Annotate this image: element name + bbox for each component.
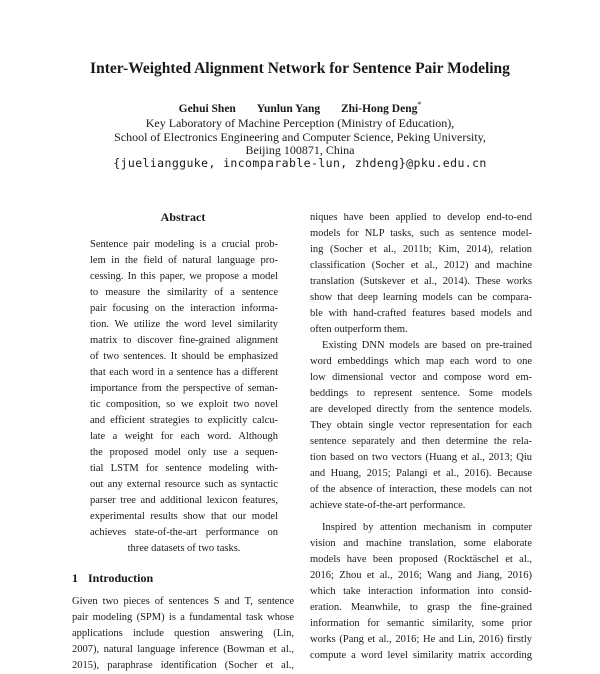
- text-line: and Huang, 2015; Palangi et al., 2016). Because: [310, 468, 532, 479]
- text-line: are developed directly from the sentence models.: [310, 404, 532, 415]
- text-line: translation (Sutskever et al., 2014). These works: [310, 276, 532, 287]
- text-line: which take interaction information into consid-: [310, 586, 532, 597]
- paragraph-1: [310, 210, 532, 338]
- abstract-line: tial LSTM for sentence modeling with-: [90, 463, 278, 474]
- text-line: eration. Meanwhile, to grasp the fine-grained: [310, 602, 532, 613]
- author-3: [340, 100, 422, 115]
- abstract-line: experimental results show that our model: [90, 511, 278, 522]
- abstract-line: tic composition, so we exploit two novel: [90, 399, 278, 410]
- text-line: models have been proposed (Rocktäschel et al.,: [310, 554, 532, 565]
- text-line: Existing DNN models are based on pre-trained: [322, 340, 532, 351]
- text-line: low dimensional vector and compose word em-: [310, 372, 532, 383]
- abstract-line: matrix to discover fine-grained alignment: [90, 335, 278, 346]
- text-line: vision and machine translation, some elaborate: [310, 538, 532, 549]
- author-3-name: Zhi-Hong Deng: [340, 102, 418, 115]
- affiliation-line-2: School of Electronics Engineering and Computer Science, Peking University,: [114, 130, 486, 144]
- abstract-line: Sentence pair modeling is a crucial prob-: [90, 239, 278, 250]
- section-heading-introduction: [72, 571, 294, 586]
- abstract-line: parser tree and additional lexicon features,: [90, 495, 278, 506]
- abstract-line: to measure the similarity of a sentence: [90, 287, 278, 298]
- abstract-line: the proposed model only use a sequen-: [90, 447, 278, 458]
- paragraph-2: [310, 338, 532, 514]
- abstract-line: importance from the perspective of seman-: [90, 383, 278, 394]
- affiliation-line-3: Beijing 100871, China: [245, 143, 355, 157]
- text-line: They obtain single vector representation for each: [310, 420, 532, 431]
- text-line: ble with hand-crafted features based models and: [310, 308, 532, 319]
- author-list: [0, 100, 600, 115]
- introduction-body: [72, 594, 294, 674]
- paper-title: Inter-Weighted Alignment Network for Sentence Pair Modeling: [90, 60, 510, 77]
- author-emails: {jueliangguke, incomparable-lun, zhdeng}@pku.edu.cn: [113, 156, 487, 170]
- text-line: applications include question answering (Lin,: [72, 628, 294, 639]
- text-line: pair modeling (SPM) is a fundamental task whose: [72, 612, 294, 623]
- text-line: information for semantic similarity, some prior: [310, 618, 532, 629]
- abstract-line: out any external resource such as syntactic: [90, 479, 278, 490]
- abstract-line: cessing. In this paper, we propose a model: [90, 271, 278, 282]
- author-2: Yunlun Yang: [256, 102, 321, 115]
- text-line: 2016; Zhou et al., 2016; Wang and Jiang, 2016): [310, 570, 532, 581]
- text-line: beddings to represent sentence. Some models: [310, 388, 532, 399]
- author-1: Gehui Shen: [178, 102, 236, 115]
- text-line: models for NLP tasks, such as sentence model-: [310, 228, 532, 239]
- abstract-line: tion. We utilize the word level similarity: [90, 319, 278, 330]
- text-line: sentence separately and then determine the rela-: [310, 436, 532, 447]
- text-line: Inspired by attention mechanism in computer: [322, 522, 532, 533]
- text-line: niques have been applied to develop end-to-end: [310, 212, 532, 223]
- text-line: works (Pang et al., 2016; He and Lin, 2016) firstly: [310, 634, 532, 645]
- abstract-line: lem in the field of natural language pro-: [90, 255, 278, 266]
- text-line: 2015), paraphrase identification (Socher et al.,: [72, 660, 294, 671]
- text-line: ing (Socher et al., 2011b; Kim, 2014), relation: [310, 244, 532, 255]
- abstract-line: that each word in a sentence has a different: [90, 367, 278, 378]
- abstract-heading: Abstract: [160, 210, 206, 224]
- text-line: tion based on two vectors (Huang et al., 2013; Qiu: [310, 452, 532, 463]
- text-line: classification (Socher et al., 2012) and machine: [310, 260, 532, 271]
- text-line: of the absence of interaction, these models can not: [310, 484, 532, 495]
- text-line: show that deep learning models can be compara-: [310, 292, 532, 303]
- text-line: word embeddings which map each word to one: [310, 356, 532, 367]
- section-title: Introduction: [88, 571, 154, 585]
- text-line: 2007), natural language inference (Bowman et al.,: [72, 644, 294, 655]
- affiliation-line-1: Key Laboratory of Machine Perception (Ministry of Education),: [145, 116, 455, 130]
- paragraph-3: [310, 520, 532, 664]
- abstract-line: achieves state-of-the-art performance on: [90, 527, 278, 538]
- abstract-line: of two sentences. It should be emphasized: [90, 351, 278, 362]
- text-line: often outperform them.: [310, 324, 408, 335]
- right-column: [310, 210, 532, 664]
- corresponding-mark: *: [417, 100, 422, 109]
- abstract-body: [72, 237, 294, 557]
- abstract-line: late a weight for each word. Although: [90, 431, 278, 442]
- abstract-line: pair focusing on the interaction informa-: [90, 303, 278, 314]
- text-line: Given two pieces of sentences S and T, sentence: [72, 596, 294, 607]
- section-number: 1: [72, 571, 78, 585]
- abstract-line: three datasets of two tasks.: [127, 543, 241, 554]
- text-line: compute a word level similarity matrix according: [310, 650, 532, 661]
- abstract-line: and efficient strategies to explicitly calcu-: [90, 415, 278, 426]
- text-line: achieve state-of-the-art performance.: [310, 500, 466, 511]
- left-column: [72, 210, 294, 674]
